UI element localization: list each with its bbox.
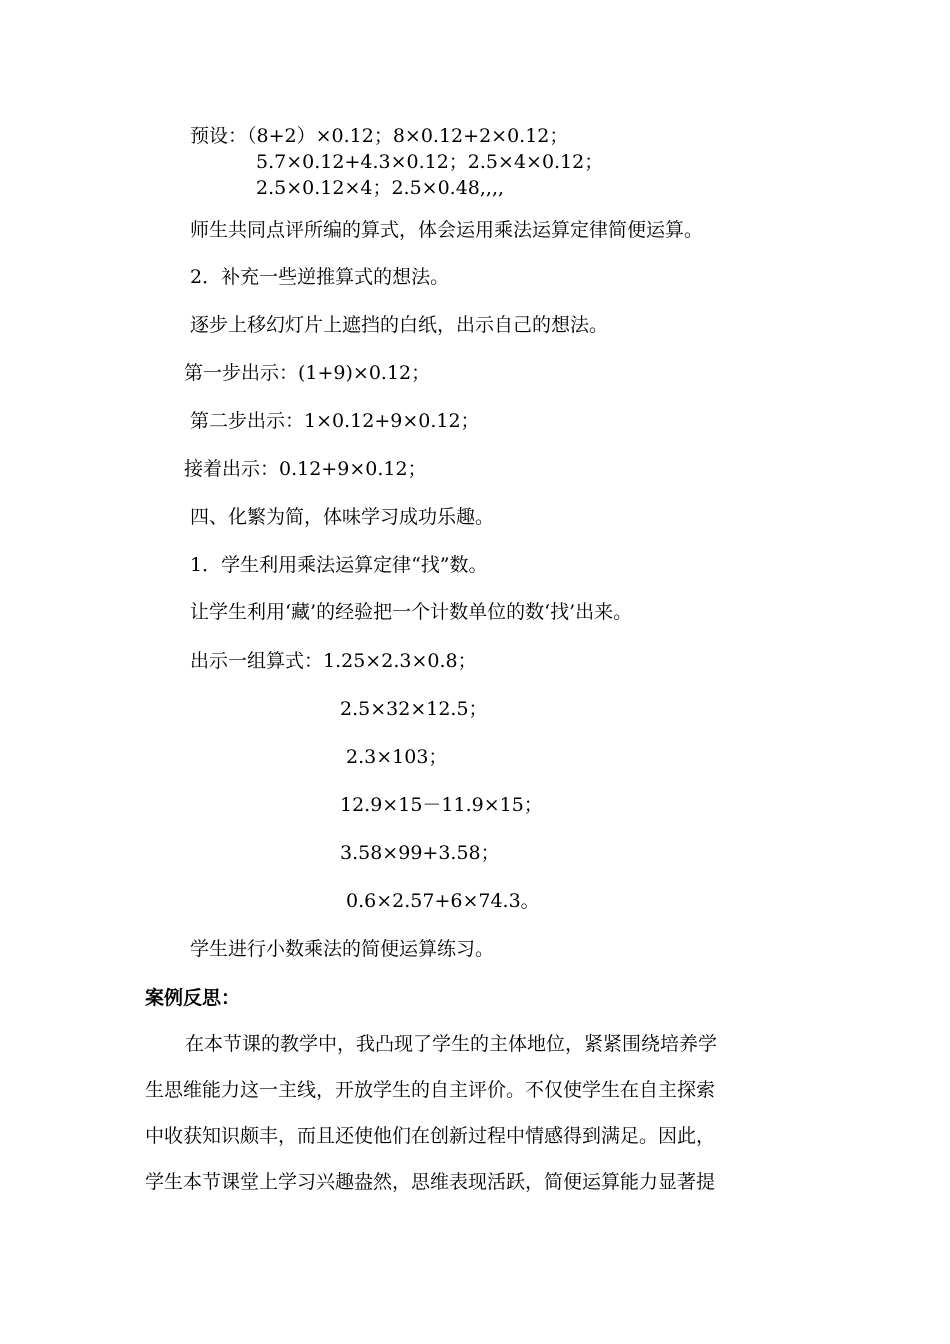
preset-line-3: 2.5×0.12×4；2.5×0.48,,,,	[256, 177, 505, 199]
preset-expressions-1: （8+2）×0.12；8×0.12+2×0.12；	[247, 125, 569, 147]
reflection-line: 在本节课的教学中，我凸现了学生的主体地位，紧紧围绕培养学	[185, 1033, 718, 1055]
text-line: 2．补充一些逆推算式的想法。	[190, 266, 450, 288]
preset-label: 预设：	[190, 125, 248, 147]
text-line: 接着出示：0.12+9×0.12；	[184, 458, 427, 480]
text-line: 逐步上移幻灯片上遮挡的白纸，出示自己的想法。	[190, 314, 609, 336]
text-line: 四、化繁为简，体味学习成功乐趣。	[190, 506, 495, 528]
expression-line: 12.9×15－11.9×15；	[340, 794, 543, 816]
text-line: 第一步出示：(1+9)×0.12；	[184, 362, 431, 384]
reflection-line: 学生本节课堂上学习兴趣盎然，思维表现活跃，简便运算能力显著提	[145, 1171, 716, 1193]
practice-line: 学生进行小数乘法的简便运算练习。	[190, 938, 495, 960]
text-line: 让学生利用‘藏’的经验把一个计数单位的数‘找’出来。	[190, 601, 633, 623]
expression-line: 3.58×99+3.58；	[340, 842, 500, 864]
preset-line-1	[190, 124, 568, 148]
text-line: 出示一组算式：1.25×2.3×0.8；	[190, 650, 477, 672]
expression-line: 2.3×103；	[346, 746, 448, 768]
text-line: 1．学生利用乘法运算定律“找”数。	[190, 554, 488, 576]
text-line: 第二步出示：1×0.12+9×0.12；	[190, 410, 480, 432]
reflection-paragraph	[145, 1021, 815, 1205]
reflection-line: 生思维能力这一主线，开放学生的自主评价。不仅使学生在自主探索	[145, 1079, 716, 1101]
expression-line: 0.6×2.57+6×74.3。	[346, 890, 540, 912]
expression-line: 2.5×32×12.5；	[340, 698, 488, 720]
text-line: 师生共同点评所编的算式，体会运用乘法运算定律简便运算。	[190, 219, 704, 241]
preset-line-2: 5.7×0.12+4.3×0.12；2.5×4×0.12；	[256, 151, 604, 173]
reflection-line: 中收获知识颇丰，而且还使他们在创新过程中情感得到满足。因此，	[145, 1125, 716, 1147]
reflection-heading: 案例反思：	[145, 987, 241, 1009]
